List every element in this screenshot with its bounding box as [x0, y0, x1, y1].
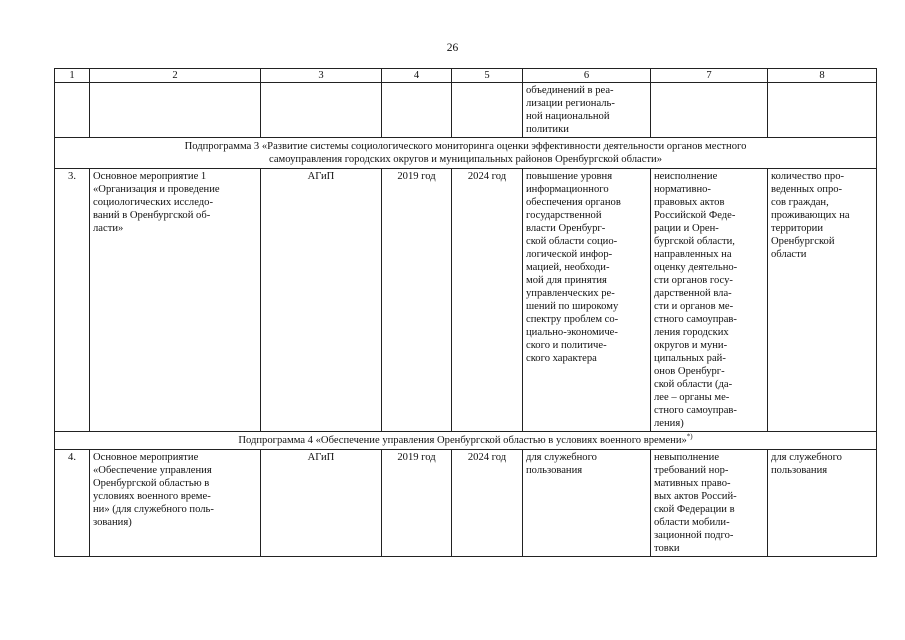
consequences: невыполнение требований нор- мативных право- вых актов Россий- ской Федерации в области мобили- зационной подго- товки	[651, 450, 768, 557]
executor: АГиП	[261, 450, 382, 557]
column-number-row	[55, 69, 877, 83]
column-header: 4	[382, 69, 452, 83]
cell-empty	[382, 83, 452, 138]
column-header: 1	[55, 69, 90, 83]
column-header: 2	[90, 69, 261, 83]
cell-empty	[261, 83, 382, 138]
subprogram-4-text: Подпрограмма 4 «Обеспечение управления Оренбургской областью в условиях военного времени»	[238, 435, 687, 446]
page-number: 26	[446, 42, 459, 54]
cell-empty	[452, 83, 523, 138]
measure-name: Основное мероприятие «Обеспечение управления Оренбургской областью в условиях военного време- ни» (для служебного поль- зования)	[90, 450, 261, 557]
subprogram-3-title: Подпрограмма 3 «Развитие системы социологического мониторинга оценки эффективности деятельности органов местного самоуправления городских округов и муниципальных районов Оренбургской области»	[55, 138, 877, 169]
end-year: 2024 год	[452, 450, 523, 557]
table-row	[55, 450, 877, 557]
column-header: 6	[523, 69, 651, 83]
executor: АГиП	[261, 169, 382, 432]
start-year: 2019 год	[382, 450, 452, 557]
measures-table	[54, 68, 877, 557]
column-header: 7	[651, 69, 768, 83]
cell-empty	[90, 83, 261, 138]
cell-empty	[768, 83, 877, 138]
expected-result: для служебного пользования	[523, 450, 651, 557]
indicator: количество про- веденных опро- сов граждан, проживающих на территории Оренбургской области	[768, 169, 877, 432]
measure-name: Основное мероприятие 1 «Организация и проведение социологических исследо- ваний в Оренбургской об- ласти»	[90, 169, 261, 432]
footnote-mark: *)	[686, 432, 693, 441]
cell-result-continued: объединений в реа- лизации региональ- ной национальной политики	[523, 83, 651, 138]
continuation-row	[55, 83, 877, 138]
expected-result: повышение уровня информационного обеспечения органов государственной власти Оренбург- ской области социо- логической инфор- мацией, необходи- мой для принятия управленческих ре- шений по широкому спектру проблем со- циально-экономиче- ского и политиче- ского характера	[523, 169, 651, 432]
row-number: 3.	[55, 169, 90, 432]
cell-empty	[651, 83, 768, 138]
consequences: неисполнение нормативно- правовых актов Российской Феде- рации и Орен- бургской области, направленных на оценку деятельно- сти органов госу- дарственной вла- сти и органов ме- стного самоуправ- ления городских округов и муни- ципальных рай- онов Оренбург- ской области (да- лее – органы ме- стного самоуправ- ления)	[651, 169, 768, 432]
subprogram-4-title	[55, 432, 877, 450]
end-year: 2024 год	[452, 169, 523, 432]
indicator: для служебного пользования	[768, 450, 877, 557]
start-year: 2019 год	[382, 169, 452, 432]
cell-empty	[55, 83, 90, 138]
column-header: 5	[452, 69, 523, 83]
column-header: 8	[768, 69, 877, 83]
table-row	[55, 169, 877, 432]
subprogram-row	[55, 138, 877, 169]
column-header: 3	[261, 69, 382, 83]
subprogram-row	[55, 432, 877, 450]
row-number: 4.	[55, 450, 90, 557]
